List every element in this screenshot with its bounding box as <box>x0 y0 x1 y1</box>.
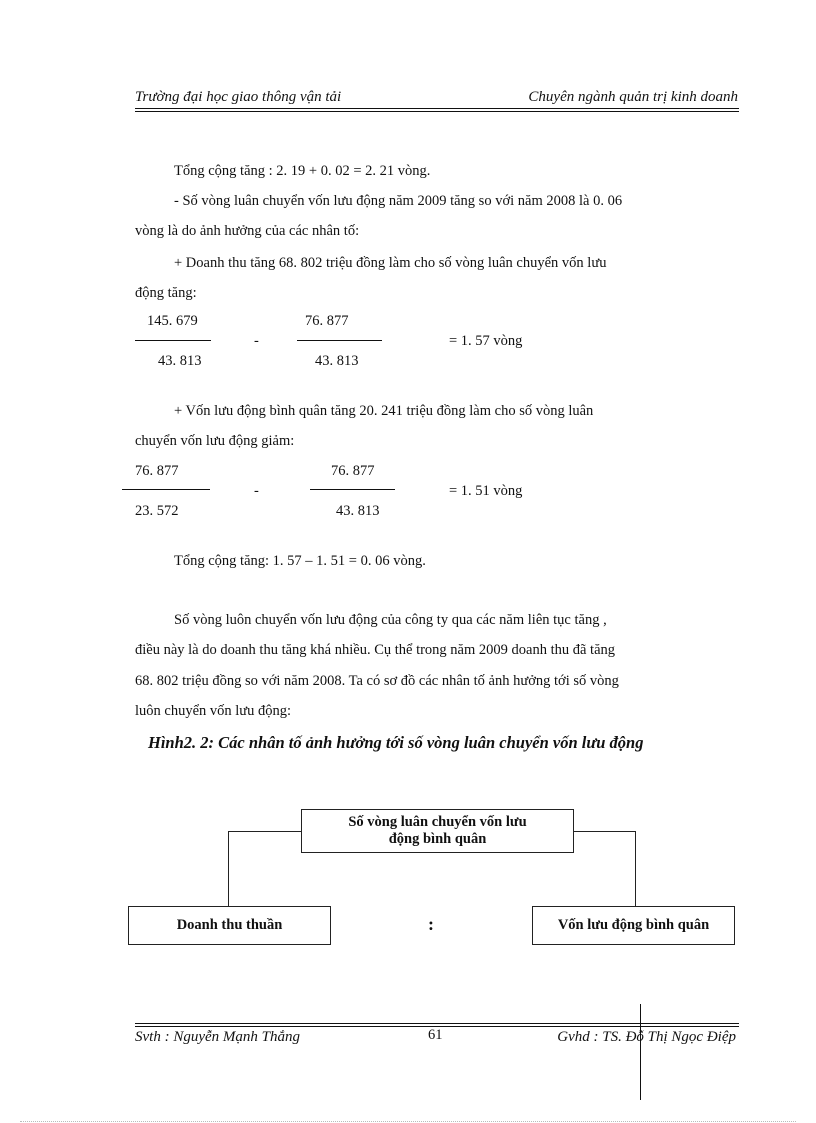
formula-1-minus: - <box>254 333 259 349</box>
formula-1-numerator-2: 76. 877 <box>305 313 349 329</box>
paragraph-4-line-1: Số vòng luôn chuyển vốn lưu động của công ty qua các năm liên tục tăng , <box>174 612 607 628</box>
header-major: Chuyên ngành quản trị kinh doanh <box>528 89 738 105</box>
paragraph-2-line-2: động tăng: <box>135 285 197 301</box>
diagram-top-box-line-2: động bình quân <box>388 831 487 847</box>
formula-1-fraction-bar-2 <box>297 340 382 341</box>
footer-rule-top <box>135 1023 739 1024</box>
formula-2-denominator-1: 23. 572 <box>135 503 179 519</box>
formula-2-fraction-bar-1 <box>122 489 210 490</box>
formula-1-denominator-2: 43. 813 <box>315 353 359 369</box>
total-increase-line-1: Tổng cộng tăng : 2. 19 + 0. 02 = 2. 21 vòng. <box>174 163 431 179</box>
paragraph-4-line-2: điều này là do doanh thu tăng khá nhiều. Cụ thể trong năm 2009 doanh thu đã tăng <box>135 642 616 658</box>
page-bottom-edge <box>20 1121 796 1122</box>
paragraph-2-line-1: + Doanh thu tăng 68. 802 triệu đồng làm cho số vòng luân chuyển vốn lưu <box>174 255 607 271</box>
diagram-connector-right-v <box>635 831 636 906</box>
formula-2-result: = 1. 51 vòng <box>449 483 523 499</box>
formula-1-numerator-1: 145. 679 <box>147 313 198 329</box>
page-number: 61 <box>428 1027 443 1043</box>
diagram-connector-left-h <box>228 831 301 832</box>
figure-caption: Hình2. 2: Các nhân tố ảnh hưởng tới số vòng luân chuyển vốn lưu động <box>148 733 644 752</box>
total-increase-line-2: Tổng cộng tăng: 1. 57 – 1. 51 = 0. 06 vòng. <box>174 553 426 569</box>
formula-2-minus: - <box>254 483 259 499</box>
paragraph-3-line-2: chuyển vốn lưu động giảm: <box>135 433 295 449</box>
header-rule-top <box>135 108 739 109</box>
formula-2-fraction-bar-2 <box>310 489 395 490</box>
paragraph-3-line-1: + Vốn lưu động bình quân tăng 20. 241 triệu đồng làm cho số vòng luân <box>174 403 594 419</box>
paragraph-1-line-2: vòng là do ảnh hưởng của các nhân tố: <box>135 223 360 239</box>
diagram-right-box: Vốn lưu động bình quân <box>532 906 735 945</box>
diagram-connector-right-h <box>574 831 635 832</box>
diagram-operator: : <box>428 914 434 934</box>
formula-2-denominator-2: 43. 813 <box>336 503 380 519</box>
paragraph-1-line-1: - Số vòng luân chuyển vốn lưu động năm 2009 tăng so với năm 2008 là 0. 06 <box>174 193 623 209</box>
formula-1-denominator-1: 43. 813 <box>158 353 202 369</box>
paragraph-4-line-4: luôn chuyển vốn lưu động: <box>135 703 292 719</box>
formula-2-numerator-1: 76. 877 <box>135 463 179 479</box>
header-rule-bottom <box>135 111 739 112</box>
footer-vertical-mark <box>640 1004 641 1100</box>
formula-1-result: = 1. 57 vòng <box>449 333 523 349</box>
paragraph-4-line-3: 68. 802 triệu đồng so với năm 2008. Ta có sơ đồ các nhân tố ảnh hưởng tới số vòng <box>135 673 619 689</box>
footer-student: Svth : Nguyễn Mạnh Thắng <box>135 1029 300 1045</box>
diagram-top-box <box>301 809 574 853</box>
formula-2-numerator-2: 76. 877 <box>331 463 375 479</box>
diagram-connector-left-v <box>228 831 229 906</box>
diagram-top-box-line-1: Số vòng luân chuyển vốn lưu <box>348 814 527 830</box>
footer-supervisor: Gvhd : TS. Đỗ Thị Ngọc Điệp <box>557 1029 736 1045</box>
diagram-left-box: Doanh thu thuần <box>128 906 331 945</box>
formula-1-fraction-bar-1 <box>135 340 211 341</box>
header-school: Trường đại học giao thông vận tải <box>135 89 342 105</box>
